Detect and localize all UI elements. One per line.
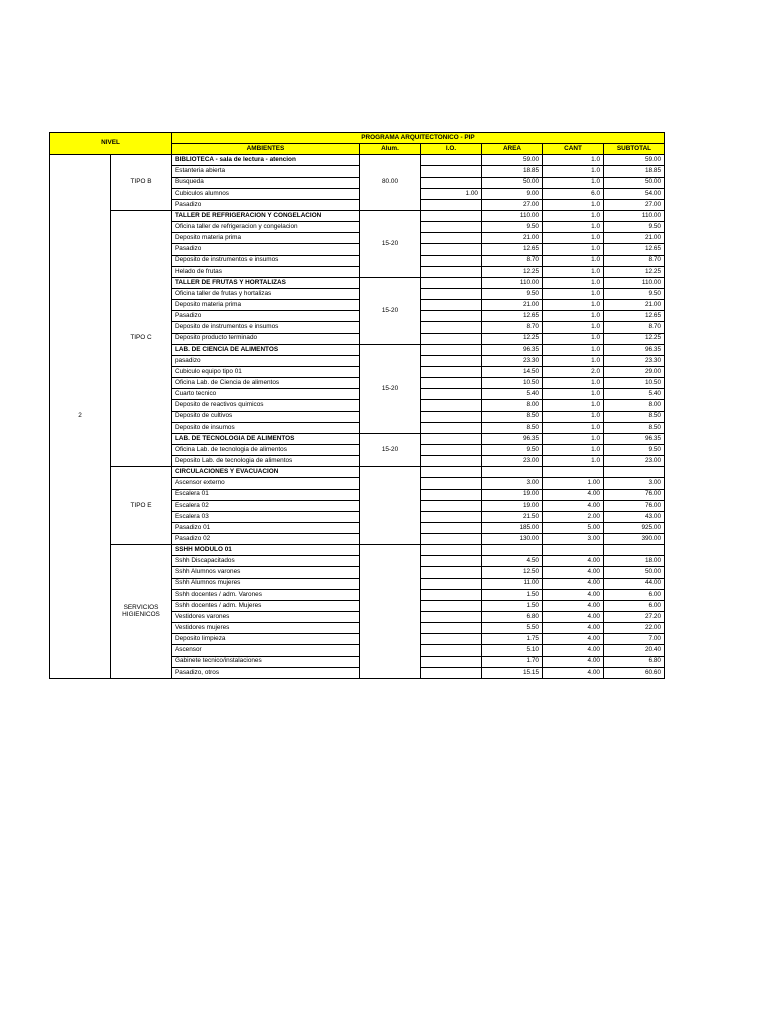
- table-row: [50, 210, 665, 221]
- io-value: [421, 645, 482, 656]
- io-value: [421, 500, 482, 511]
- area-value: 21.00: [482, 300, 543, 311]
- subtotal-value: 29.00: [604, 366, 665, 377]
- ambiente-name: Cubiculos alumnos: [172, 188, 360, 199]
- io-value: [421, 199, 482, 210]
- io-value: [421, 511, 482, 522]
- subtotal-value: 60.60: [604, 667, 665, 678]
- subtotal-value: 59.00: [604, 155, 665, 166]
- area-value: 130.00: [482, 534, 543, 545]
- ambiente-name: Deposito de cultivos: [172, 411, 360, 422]
- programa-arquitectonico-table: [49, 132, 665, 679]
- area-value: 12.25: [482, 266, 543, 277]
- cant-value: 1.0: [543, 311, 604, 322]
- subtotal-value: 110.00: [604, 210, 665, 221]
- io-value: [421, 277, 482, 288]
- cant-value: 1.0: [543, 300, 604, 311]
- io-value: [421, 300, 482, 311]
- io-value: [421, 578, 482, 589]
- subtotal-value: 6.00: [604, 600, 665, 611]
- subtotal-value: 3.00: [604, 478, 665, 489]
- ambiente-name: Oficina taller de frutas y hortalizas: [172, 288, 360, 299]
- cant-value: 4.00: [543, 578, 604, 589]
- ambiente-name: Escalera 02: [172, 500, 360, 511]
- area-value: 1.50: [482, 600, 543, 611]
- subtotal-value: 8.00: [604, 400, 665, 411]
- area-value: 23.00: [482, 456, 543, 467]
- subtotal-value: 8.70: [604, 322, 665, 333]
- area-value: 8.70: [482, 255, 543, 266]
- cant-value: 1.0: [543, 288, 604, 299]
- ambiente-name: Deposito materia prima: [172, 233, 360, 244]
- ambiente-name: Deposito producto terminado: [172, 333, 360, 344]
- alum-value: 80.00: [360, 155, 421, 211]
- io-value: [421, 210, 482, 221]
- io-value: [421, 623, 482, 634]
- ambiente-name: Sshh Discapacitados: [172, 556, 360, 567]
- io-value: [421, 411, 482, 422]
- area-value: 15.15: [482, 667, 543, 678]
- alum-value: 15-20: [360, 433, 421, 466]
- ambiente-name: SSHH MODULO 01: [172, 545, 360, 556]
- subtotal-value: 20.40: [604, 645, 665, 656]
- area-value: 8.70: [482, 322, 543, 333]
- cant-value: 4.00: [543, 489, 604, 500]
- subtotal-value: 27.00: [604, 199, 665, 210]
- cant-value: 1.0: [543, 210, 604, 221]
- io-value: [421, 600, 482, 611]
- cant-value: 1.0: [543, 378, 604, 389]
- subtotal-value: 12.65: [604, 244, 665, 255]
- table-row: [50, 155, 665, 166]
- ambiente-name: Ascensor externo: [172, 478, 360, 489]
- area-value: 12.65: [482, 311, 543, 322]
- io-value: [421, 177, 482, 188]
- ambiente-name: TALLER DE REFRIGERACION Y CONGELACION: [172, 210, 360, 221]
- subtotal-value: 96.35: [604, 344, 665, 355]
- area-value: [482, 545, 543, 556]
- cant-value: 1.0: [543, 433, 604, 444]
- io-value: [421, 478, 482, 489]
- cant-value: 4.00: [543, 500, 604, 511]
- header-subtotal: SUBTOTAL: [604, 144, 665, 155]
- subtotal-value: [604, 545, 665, 556]
- subtotal-value: 925.00: [604, 522, 665, 533]
- alum-value: 15-20: [360, 277, 421, 344]
- ambiente-name: Pasadizo: [172, 311, 360, 322]
- io-value: 1.00: [421, 188, 482, 199]
- area-value: 8.00: [482, 400, 543, 411]
- area-value: 9.50: [482, 288, 543, 299]
- cant-value: 1.0: [543, 177, 604, 188]
- cant-value: 1.0: [543, 444, 604, 455]
- cant-value: 1.0: [543, 322, 604, 333]
- ambiente-name: Busqueda: [172, 177, 360, 188]
- subtotal-value: 6.00: [604, 589, 665, 600]
- area-value: 96.35: [482, 433, 543, 444]
- area-value: 50.00: [482, 177, 543, 188]
- area-value: 9.50: [482, 444, 543, 455]
- cant-value: 1.0: [543, 155, 604, 166]
- area-value: 96.35: [482, 344, 543, 355]
- io-value: [421, 366, 482, 377]
- cant-value: 4.00: [543, 656, 604, 667]
- area-value: 5.40: [482, 389, 543, 400]
- cant-value: 1.0: [543, 456, 604, 467]
- io-value: [421, 545, 482, 556]
- subtotal-value: 8.50: [604, 411, 665, 422]
- cant-value: 4.00: [543, 556, 604, 567]
- ambiente-name: Vestidores varones: [172, 612, 360, 623]
- tipo-label: TIPO E: [111, 467, 172, 545]
- area-value: 12.50: [482, 567, 543, 578]
- ambiente-name: Deposito de instrumentos e insumos: [172, 322, 360, 333]
- ambiente-name: Sshh Alumnos varones: [172, 567, 360, 578]
- area-value: 1.50: [482, 589, 543, 600]
- subtotal-value: 96.35: [604, 433, 665, 444]
- subtotal-value: 390.00: [604, 534, 665, 545]
- io-value: [421, 222, 482, 233]
- cant-value: 5.00: [543, 522, 604, 533]
- ambiente-name: Sshh docentes / adm. Mujeres: [172, 600, 360, 611]
- subtotal-value: 21.00: [604, 300, 665, 311]
- subtotal-value: 110.00: [604, 277, 665, 288]
- area-value: 4.50: [482, 556, 543, 567]
- subtotal-value: 10.50: [604, 378, 665, 389]
- ambiente-name: Deposito de reactivos quimicos: [172, 400, 360, 411]
- ambiente-name: CIRCULACIONES Y EVACUACION: [172, 467, 360, 478]
- io-value: [421, 166, 482, 177]
- subtotal-value: 76.00: [604, 500, 665, 511]
- io-value: [421, 333, 482, 344]
- area-value: 5.10: [482, 645, 543, 656]
- ambiente-name: Oficina Lab. de Ciencia de alimentos: [172, 378, 360, 389]
- io-value: [421, 489, 482, 500]
- io-value: [421, 522, 482, 533]
- ambiente-name: Vestidores mujeres: [172, 623, 360, 634]
- cant-value: 1.0: [543, 222, 604, 233]
- cant-value: 1.0: [543, 233, 604, 244]
- io-value: [421, 255, 482, 266]
- area-value: 18.85: [482, 166, 543, 177]
- area-value: 14.50: [482, 366, 543, 377]
- ambiente-name: Pasadizo, otros: [172, 667, 360, 678]
- subtotal-value: 23.30: [604, 355, 665, 366]
- alum-value: [360, 545, 421, 679]
- io-value: [421, 444, 482, 455]
- io-value: [421, 155, 482, 166]
- area-value: 19.00: [482, 489, 543, 500]
- subtotal-value: 8.70: [604, 255, 665, 266]
- cant-value: [543, 467, 604, 478]
- area-value: 110.00: [482, 277, 543, 288]
- subtotal-value: 23.00: [604, 456, 665, 467]
- header-io: I.O.: [421, 144, 482, 155]
- header-programa: PROGRAMA ARQUITECTONICO - PIP: [172, 133, 665, 144]
- io-value: [421, 378, 482, 389]
- cant-value: 1.0: [543, 266, 604, 277]
- cant-value: 1.0: [543, 389, 604, 400]
- ambiente-name: Pasadizo: [172, 199, 360, 210]
- area-value: 3.00: [482, 478, 543, 489]
- table-body: [50, 133, 665, 679]
- area-value: 1.75: [482, 634, 543, 645]
- subtotal-value: 8.50: [604, 422, 665, 433]
- io-value: [421, 634, 482, 645]
- io-value: [421, 389, 482, 400]
- subtotal-value: 12.65: [604, 311, 665, 322]
- ambiente-name: Sshh docentes / adm. Varones: [172, 589, 360, 600]
- cant-value: 4.00: [543, 667, 604, 678]
- cant-value: 1.0: [543, 244, 604, 255]
- ambiente-name: Sshh Alumnos mujeres: [172, 578, 360, 589]
- io-value: [421, 311, 482, 322]
- ambiente-name: Escalera 03: [172, 511, 360, 522]
- ambiente-name: pasadizo: [172, 355, 360, 366]
- io-value: [421, 467, 482, 478]
- ambiente-name: Pasadizo 02: [172, 534, 360, 545]
- subtotal-value: 5.40: [604, 389, 665, 400]
- io-value: [421, 422, 482, 433]
- subtotal-value: [604, 467, 665, 478]
- table-row: [50, 545, 665, 556]
- area-value: 1.70: [482, 656, 543, 667]
- ambiente-name: Deposito de instrumentos e insumos: [172, 255, 360, 266]
- subtotal-value: 76.00: [604, 489, 665, 500]
- ambiente-name: Pasadizo 01: [172, 522, 360, 533]
- header-alum: Alum.: [360, 144, 421, 155]
- cant-value: 1.00: [543, 478, 604, 489]
- ambiente-name: Oficina Lab. de tecnologia de alimentos: [172, 444, 360, 455]
- area-value: 21.50: [482, 511, 543, 522]
- ambiente-name: Gabinete tecnico/instalaciones: [172, 656, 360, 667]
- subtotal-value: 22.00: [604, 623, 665, 634]
- io-value: [421, 589, 482, 600]
- alum-value: 15-20: [360, 210, 421, 277]
- area-value: 21.00: [482, 233, 543, 244]
- ambiente-name: Deposito materia prima: [172, 300, 360, 311]
- io-value: [421, 433, 482, 444]
- area-value: [482, 467, 543, 478]
- table-row: [50, 467, 665, 478]
- area-value: 11.00: [482, 578, 543, 589]
- ambiente-name: Deposito de insumos: [172, 422, 360, 433]
- area-value: 12.25: [482, 333, 543, 344]
- io-value: [421, 288, 482, 299]
- io-value: [421, 667, 482, 678]
- ambiente-name: TALLER DE FRUTAS Y HORTALIZAS: [172, 277, 360, 288]
- subtotal-value: 7.00: [604, 634, 665, 645]
- ambiente-name: Deposito Lab. de tecnologia de alimentos: [172, 456, 360, 467]
- cant-value: 3.00: [543, 534, 604, 545]
- area-value: 12.65: [482, 244, 543, 255]
- ambiente-name: Oficina taller de refrigeracion y congelacion: [172, 222, 360, 233]
- subtotal-value: 18.00: [604, 556, 665, 567]
- subtotal-value: 9.50: [604, 222, 665, 233]
- subtotal-value: 9.50: [604, 288, 665, 299]
- cant-value: [543, 545, 604, 556]
- io-value: [421, 322, 482, 333]
- subtotal-value: 50.00: [604, 567, 665, 578]
- io-value: [421, 344, 482, 355]
- cant-value: 2.00: [543, 511, 604, 522]
- subtotal-value: 43.00: [604, 511, 665, 522]
- ambiente-name: Deposito limpieza: [172, 634, 360, 645]
- ambiente-name: LAB. DE TECNOLOGIA DE ALIMENTOS: [172, 433, 360, 444]
- alum-value: [360, 467, 421, 545]
- subtotal-value: 54.00: [604, 188, 665, 199]
- ambiente-name: Ascensor: [172, 645, 360, 656]
- cant-value: 1.0: [543, 277, 604, 288]
- tipo-label: TIPO C: [111, 210, 172, 466]
- tipo-label: TIPO B: [111, 155, 172, 211]
- header-area: AREA: [482, 144, 543, 155]
- area-value: 59.00: [482, 155, 543, 166]
- area-value: 10.50: [482, 378, 543, 389]
- ambiente-name: BIBLIOTECA - sala de lectura - atencion: [172, 155, 360, 166]
- cant-value: 2.0: [543, 366, 604, 377]
- subtotal-value: 21.00: [604, 233, 665, 244]
- ambiente-name: Cubiculo equipo tipo 01: [172, 366, 360, 377]
- ambiente-name: Cuarto tecnico: [172, 389, 360, 400]
- cant-value: 4.00: [543, 623, 604, 634]
- area-value: 19.00: [482, 500, 543, 511]
- ambiente-name: Pasadizo: [172, 244, 360, 255]
- nivel-value: 2: [50, 155, 111, 679]
- area-value: 8.50: [482, 411, 543, 422]
- io-value: [421, 266, 482, 277]
- io-value: [421, 656, 482, 667]
- io-value: [421, 456, 482, 467]
- cant-value: 1.0: [543, 166, 604, 177]
- area-value: 5.50: [482, 623, 543, 634]
- cant-value: 4.00: [543, 612, 604, 623]
- header-cant: CANT: [543, 144, 604, 155]
- header-row-1: [50, 133, 665, 144]
- cant-value: 4.00: [543, 645, 604, 656]
- io-value: [421, 244, 482, 255]
- subtotal-value: 12.25: [604, 333, 665, 344]
- area-value: 9.00: [482, 188, 543, 199]
- cant-value: 1.0: [543, 355, 604, 366]
- cant-value: 4.00: [543, 600, 604, 611]
- io-value: [421, 355, 482, 366]
- io-value: [421, 612, 482, 623]
- ambiente-name: Escalera 01: [172, 489, 360, 500]
- subtotal-value: 27.20: [604, 612, 665, 623]
- cant-value: 6.0: [543, 188, 604, 199]
- subtotal-value: 12.25: [604, 266, 665, 277]
- cant-value: 1.0: [543, 400, 604, 411]
- area-value: 8.50: [482, 422, 543, 433]
- cant-value: 4.00: [543, 634, 604, 645]
- area-value: 6.80: [482, 612, 543, 623]
- subtotal-value: 6.80: [604, 656, 665, 667]
- subtotal-value: 50.00: [604, 177, 665, 188]
- tipo-label: SERVICIOS HIGIENICOS: [111, 545, 172, 679]
- ambiente-name: Estanteria abierta: [172, 166, 360, 177]
- ambiente-name: Helado de frutas: [172, 266, 360, 277]
- area-value: 23.30: [482, 355, 543, 366]
- subtotal-value: 9.50: [604, 444, 665, 455]
- header-ambientes: AMBIENTES: [172, 144, 360, 155]
- subtotal-value: 18.85: [604, 166, 665, 177]
- subtotal-value: 44.00: [604, 578, 665, 589]
- cant-value: 4.00: [543, 589, 604, 600]
- cant-value: 1.0: [543, 411, 604, 422]
- io-value: [421, 567, 482, 578]
- cant-value: 1.0: [543, 199, 604, 210]
- area-value: 185.00: [482, 522, 543, 533]
- alum-value: 15-20: [360, 344, 421, 433]
- area-value: 9.50: [482, 222, 543, 233]
- header-nivel: NIVEL: [50, 133, 172, 155]
- io-value: [421, 233, 482, 244]
- io-value: [421, 400, 482, 411]
- cant-value: 1.0: [543, 344, 604, 355]
- cant-value: 1.0: [543, 255, 604, 266]
- cant-value: 1.0: [543, 333, 604, 344]
- area-value: 27.00: [482, 199, 543, 210]
- io-value: [421, 534, 482, 545]
- area-value: 110.00: [482, 210, 543, 221]
- ambiente-name: LAB. DE CIENCIA DE ALIMENTOS: [172, 344, 360, 355]
- io-value: [421, 556, 482, 567]
- cant-value: 4.00: [543, 567, 604, 578]
- cant-value: 1.0: [543, 422, 604, 433]
